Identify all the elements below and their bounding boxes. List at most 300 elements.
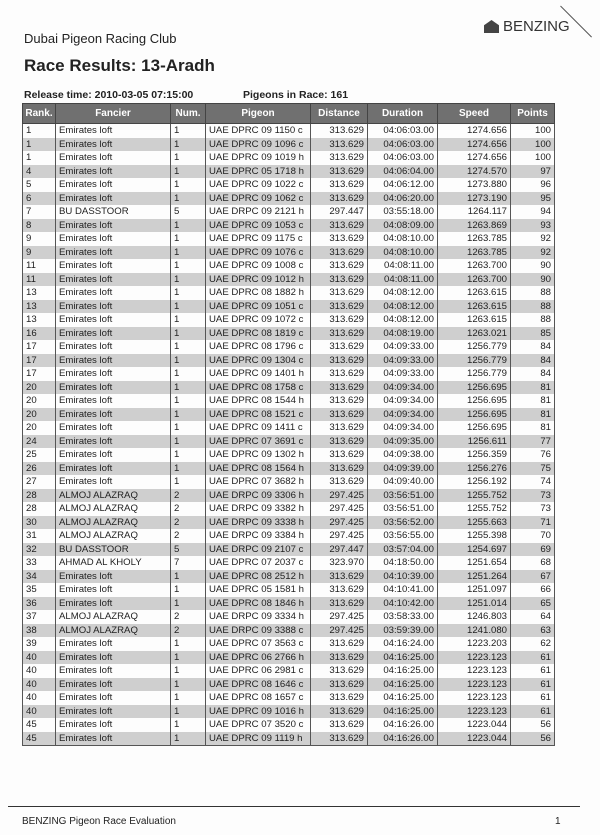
cell-rank: 38	[23, 624, 56, 638]
table-row	[23, 435, 555, 449]
cell-speed: 1263.785	[438, 232, 511, 246]
cell-points: 95	[511, 192, 555, 206]
cell-rank: 17	[23, 354, 56, 368]
cell-speed: 1256.779	[438, 367, 511, 381]
cell-pigeon: UAE DPRC 09 1072 c	[206, 313, 311, 327]
cell-speed: 1263.615	[438, 313, 511, 327]
cell-fancier: Emirates loft	[56, 448, 171, 462]
table-row	[23, 124, 555, 138]
table-row	[23, 165, 555, 179]
table-row	[23, 273, 555, 287]
column-header-num: Num.	[171, 104, 206, 124]
cell-num: 1	[171, 448, 206, 462]
cell-points: 61	[511, 678, 555, 692]
cell-points: 81	[511, 408, 555, 422]
cell-fancier: Emirates loft	[56, 597, 171, 611]
cell-pigeon: UAE DPRC 08 1882 h	[206, 286, 311, 300]
cell-pigeon: UAE DPRC 08 1846 h	[206, 597, 311, 611]
cell-fancier: Emirates loft	[56, 232, 171, 246]
cell-pigeon: UAE DPRC 08 1657 c	[206, 691, 311, 705]
table-row	[23, 327, 555, 341]
cell-points: 61	[511, 651, 555, 665]
table-row	[23, 691, 555, 705]
cell-rank: 31	[23, 529, 56, 543]
cell-rank: 9	[23, 246, 56, 260]
cell-fancier: ALMOJ ALAZRAQ	[56, 502, 171, 516]
cell-fancier: Emirates loft	[56, 367, 171, 381]
cell-distance: 313.629	[311, 178, 368, 192]
cell-distance: 313.629	[311, 313, 368, 327]
cell-duration: 04:08:11.00	[368, 273, 438, 287]
cell-points: 81	[511, 394, 555, 408]
footer-divider	[8, 806, 580, 807]
cell-points: 84	[511, 354, 555, 368]
cell-points: 73	[511, 489, 555, 503]
cell-duration: 03:57:04.00	[368, 543, 438, 557]
cell-num: 1	[171, 597, 206, 611]
cell-distance: 313.629	[311, 381, 368, 395]
table-row	[23, 246, 555, 260]
table-header	[23, 104, 555, 124]
cell-distance: 323.970	[311, 556, 368, 570]
cell-distance: 313.629	[311, 691, 368, 705]
cell-rank: 17	[23, 367, 56, 381]
cell-speed: 1274.656	[438, 151, 511, 165]
cell-duration: 04:08:12.00	[368, 300, 438, 314]
cell-points: 94	[511, 205, 555, 219]
cell-rank: 33	[23, 556, 56, 570]
cell-pigeon: UAE DPRC 06 2766 h	[206, 651, 311, 665]
cell-pigeon: UAE DPRC 08 1544 h	[206, 394, 311, 408]
cell-rank: 28	[23, 502, 56, 516]
cell-duration: 04:08:11.00	[368, 259, 438, 273]
cell-pigeon: UAE DRPC 09 2107 c	[206, 543, 311, 557]
cell-rank: 20	[23, 408, 56, 422]
cell-speed: 1223.123	[438, 651, 511, 665]
cell-num: 1	[171, 165, 206, 179]
column-header-speed: Speed	[438, 104, 511, 124]
table-row	[23, 367, 555, 381]
cell-fancier: Emirates loft	[56, 219, 171, 233]
table-row	[23, 637, 555, 651]
cell-speed: 1246.803	[438, 610, 511, 624]
cell-points: 97	[511, 165, 555, 179]
cell-speed: 1256.695	[438, 421, 511, 435]
cell-duration: 03:56:55.00	[368, 529, 438, 543]
cell-num: 2	[171, 489, 206, 503]
cell-distance: 313.629	[311, 273, 368, 287]
benzing-logo-icon	[484, 20, 499, 33]
cell-fancier: Emirates loft	[56, 286, 171, 300]
cell-duration: 04:08:10.00	[368, 246, 438, 260]
table-row	[23, 192, 555, 206]
cell-rank: 20	[23, 421, 56, 435]
cell-rank: 35	[23, 583, 56, 597]
cell-speed: 1223.123	[438, 664, 511, 678]
cell-rank: 30	[23, 516, 56, 530]
cell-num: 1	[171, 178, 206, 192]
cell-speed: 1273.880	[438, 178, 511, 192]
cell-speed: 1223.044	[438, 718, 511, 732]
cell-pigeon: UAE DPRC 07 3563 c	[206, 637, 311, 651]
cell-speed: 1223.123	[438, 678, 511, 692]
cell-pigeon: UAE DRPC 09 3338 h	[206, 516, 311, 530]
cell-duration: 04:16:25.00	[368, 705, 438, 719]
cell-points: 92	[511, 246, 555, 260]
cell-rank: 39	[23, 637, 56, 651]
release-time: Release time: 2010-03-05 07:15:00	[24, 89, 194, 101]
table-row	[23, 583, 555, 597]
cell-duration: 04:06:12.00	[368, 178, 438, 192]
cell-num: 1	[171, 259, 206, 273]
cell-speed: 1264.117	[438, 205, 511, 219]
table-row	[23, 624, 555, 638]
cell-rank: 32	[23, 543, 56, 557]
cell-duration: 04:08:12.00	[368, 286, 438, 300]
cell-distance: 297.425	[311, 624, 368, 638]
cell-fancier: Emirates loft	[56, 408, 171, 422]
cell-duration: 03:56:51.00	[368, 502, 438, 516]
cell-speed: 1251.654	[438, 556, 511, 570]
cell-num: 1	[171, 705, 206, 719]
cell-rank: 40	[23, 678, 56, 692]
cell-points: 71	[511, 516, 555, 530]
cell-distance: 313.629	[311, 678, 368, 692]
cell-pigeon: UAE DPRC 09 1051 c	[206, 300, 311, 314]
cell-rank: 36	[23, 597, 56, 611]
cell-distance: 313.629	[311, 583, 368, 597]
cell-distance: 297.447	[311, 543, 368, 557]
cell-duration: 04:09:34.00	[368, 381, 438, 395]
cell-fancier: BU DASSTOOR	[56, 205, 171, 219]
column-header-points: Points	[511, 104, 555, 124]
cell-speed: 1263.615	[438, 286, 511, 300]
cell-num: 1	[171, 367, 206, 381]
cell-pigeon: UAE DPRC 05 1718 h	[206, 165, 311, 179]
cell-num: 1	[171, 340, 206, 354]
cell-speed: 1255.398	[438, 529, 511, 543]
table-row	[23, 178, 555, 192]
cell-rank: 40	[23, 705, 56, 719]
cell-points: 73	[511, 502, 555, 516]
cell-speed: 1223.123	[438, 691, 511, 705]
cell-points: 74	[511, 475, 555, 489]
cell-duration: 04:09:40.00	[368, 475, 438, 489]
cell-speed: 1256.779	[438, 340, 511, 354]
table-row	[23, 151, 555, 165]
cell-rank: 13	[23, 286, 56, 300]
cell-pigeon: UAE DPRC 09 1062 c	[206, 192, 311, 206]
cell-num: 1	[171, 651, 206, 665]
cell-fancier: Emirates loft	[56, 732, 171, 746]
cell-speed: 1256.611	[438, 435, 511, 449]
cell-pigeon: UAE DRPC 09 3306 h	[206, 489, 311, 503]
cell-pigeon: UAE DPRC 08 1819 c	[206, 327, 311, 341]
cell-speed: 1223.044	[438, 732, 511, 746]
cell-points: 75	[511, 462, 555, 476]
cell-rank: 1	[23, 151, 56, 165]
cell-rank: 16	[23, 327, 56, 341]
cell-rank: 45	[23, 718, 56, 732]
cell-speed: 1251.014	[438, 597, 511, 611]
cell-pigeon: UAE DPRC 09 1016 h	[206, 705, 311, 719]
cell-num: 1	[171, 475, 206, 489]
cell-duration: 04:08:09.00	[368, 219, 438, 233]
cell-num: 1	[171, 664, 206, 678]
column-header-duration: Duration	[368, 104, 438, 124]
cell-distance: 313.629	[311, 705, 368, 719]
cell-distance: 313.629	[311, 408, 368, 422]
cell-num: 1	[171, 691, 206, 705]
column-header-rank: Rank.	[23, 104, 56, 124]
cell-num: 1	[171, 151, 206, 165]
cell-points: 93	[511, 219, 555, 233]
cell-rank: 17	[23, 340, 56, 354]
cell-speed: 1251.097	[438, 583, 511, 597]
cell-duration: 04:06:04.00	[368, 165, 438, 179]
cell-fancier: Emirates loft	[56, 300, 171, 314]
cell-speed: 1223.203	[438, 637, 511, 651]
cell-num: 1	[171, 637, 206, 651]
cell-distance: 313.629	[311, 475, 368, 489]
cell-rank: 45	[23, 732, 56, 746]
cell-points: 88	[511, 300, 555, 314]
table-row	[23, 259, 555, 273]
cell-duration: 04:16:24.00	[368, 637, 438, 651]
table-row	[23, 340, 555, 354]
table-row	[23, 138, 555, 152]
cell-points: 81	[511, 381, 555, 395]
cell-fancier: Emirates loft	[56, 637, 171, 651]
cell-duration: 04:16:25.00	[368, 651, 438, 665]
cell-speed: 1256.695	[438, 381, 511, 395]
results-table	[22, 103, 555, 746]
cell-distance: 313.629	[311, 367, 368, 381]
cell-duration: 04:10:39.00	[368, 570, 438, 584]
cell-fancier: BU DASSTOOR	[56, 543, 171, 557]
cell-pigeon: UAE DPRC 07 3520 c	[206, 718, 311, 732]
cell-duration: 04:09:33.00	[368, 354, 438, 368]
cell-fancier: ALMOJ ALAZRAQ	[56, 516, 171, 530]
cell-points: 70	[511, 529, 555, 543]
cell-duration: 04:16:26.00	[368, 732, 438, 746]
cell-rank: 40	[23, 691, 56, 705]
table-row	[23, 421, 555, 435]
cell-num: 7	[171, 556, 206, 570]
cell-points: 56	[511, 732, 555, 746]
cell-duration: 03:56:51.00	[368, 489, 438, 503]
cell-num: 2	[171, 502, 206, 516]
cell-pigeon: UAE DRPC 09 3388 c	[206, 624, 311, 638]
cell-rank: 7	[23, 205, 56, 219]
cell-distance: 313.629	[311, 138, 368, 152]
cell-distance: 313.629	[311, 151, 368, 165]
cell-pigeon: UAE DPRC 08 1521 c	[206, 408, 311, 422]
cell-fancier: ALMOJ ALAZRAQ	[56, 624, 171, 638]
cell-speed: 1255.752	[438, 489, 511, 503]
cell-distance: 313.629	[311, 597, 368, 611]
column-header-pigeon: Pigeon	[206, 104, 311, 124]
cell-points: 76	[511, 448, 555, 462]
cell-num: 2	[171, 624, 206, 638]
table-row	[23, 651, 555, 665]
cell-points: 77	[511, 435, 555, 449]
cell-rank: 11	[23, 259, 56, 273]
pigeons-in-race: Pigeons in Race: 161	[243, 89, 349, 101]
cell-rank: 24	[23, 435, 56, 449]
table-row	[23, 732, 555, 746]
cell-distance: 313.629	[311, 300, 368, 314]
cell-duration: 04:16:25.00	[368, 678, 438, 692]
cell-rank: 8	[23, 219, 56, 233]
cell-distance: 313.629	[311, 570, 368, 584]
cell-speed: 1274.656	[438, 124, 511, 138]
cell-fancier: ALMOJ ALAZRAQ	[56, 610, 171, 624]
cell-fancier: Emirates loft	[56, 124, 171, 138]
cell-points: 96	[511, 178, 555, 192]
cell-num: 2	[171, 610, 206, 624]
cell-distance: 313.629	[311, 327, 368, 341]
table-row	[23, 718, 555, 732]
cell-duration: 04:08:19.00	[368, 327, 438, 341]
cell-pigeon: UAE DPRC 07 2037 c	[206, 556, 311, 570]
cell-pigeon: UAE DPRC 08 1564 h	[206, 462, 311, 476]
cell-pigeon: UAE DPRC 07 3682 h	[206, 475, 311, 489]
cell-points: 62	[511, 637, 555, 651]
cell-speed: 1223.123	[438, 705, 511, 719]
cell-points: 66	[511, 583, 555, 597]
cell-duration: 04:09:38.00	[368, 448, 438, 462]
table-row	[23, 313, 555, 327]
cell-duration: 04:09:39.00	[368, 462, 438, 476]
cell-pigeon: UAE DPRC 09 1401 h	[206, 367, 311, 381]
cell-rank: 20	[23, 381, 56, 395]
cell-points: 100	[511, 124, 555, 138]
cell-num: 1	[171, 138, 206, 152]
cell-duration: 04:18:50.00	[368, 556, 438, 570]
cell-speed: 1255.752	[438, 502, 511, 516]
page-title: Race Results: 13-Aradh	[24, 56, 215, 75]
cell-num: 1	[171, 354, 206, 368]
cell-num: 2	[171, 516, 206, 530]
cell-distance: 313.629	[311, 664, 368, 678]
cell-pigeon: UAE DPRC 09 1019 h	[206, 151, 311, 165]
cell-points: 67	[511, 570, 555, 584]
cell-distance: 313.629	[311, 192, 368, 206]
cell-rank: 20	[23, 394, 56, 408]
cell-speed: 1256.695	[438, 394, 511, 408]
cell-num: 1	[171, 381, 206, 395]
cell-pigeon: UAE DRPC 09 3384 h	[206, 529, 311, 543]
cell-fancier: Emirates loft	[56, 151, 171, 165]
table-row	[23, 408, 555, 422]
column-header-fancier: Fancier	[56, 104, 171, 124]
cell-fancier: Emirates loft	[56, 165, 171, 179]
cell-fancier: Emirates loft	[56, 718, 171, 732]
cell-duration: 04:10:42.00	[368, 597, 438, 611]
cell-rank: 6	[23, 192, 56, 206]
table-row	[23, 516, 555, 530]
cell-fancier: AHMAD AL KHOLY	[56, 556, 171, 570]
cell-rank: 1	[23, 138, 56, 152]
table-row	[23, 205, 555, 219]
cell-duration: 04:08:10.00	[368, 232, 438, 246]
cell-speed: 1256.779	[438, 354, 511, 368]
cell-distance: 313.629	[311, 421, 368, 435]
cell-points: 63	[511, 624, 555, 638]
cell-speed: 1256.276	[438, 462, 511, 476]
cell-points: 68	[511, 556, 555, 570]
cell-fancier: Emirates loft	[56, 381, 171, 395]
table-row	[23, 678, 555, 692]
table-row	[23, 462, 555, 476]
cell-duration: 04:09:35.00	[368, 435, 438, 449]
cell-fancier: ALMOJ ALAZRAQ	[56, 489, 171, 503]
cell-speed: 1263.021	[438, 327, 511, 341]
cell-num: 2	[171, 529, 206, 543]
cell-num: 5	[171, 543, 206, 557]
cell-distance: 313.629	[311, 394, 368, 408]
cell-fancier: Emirates loft	[56, 138, 171, 152]
table-row	[23, 502, 555, 516]
cell-speed: 1274.656	[438, 138, 511, 152]
cell-pigeon: UAE DPRC 08 1646 c	[206, 678, 311, 692]
table-row	[23, 394, 555, 408]
cell-speed: 1263.700	[438, 259, 511, 273]
cell-rank: 25	[23, 448, 56, 462]
cell-duration: 03:58:33.00	[368, 610, 438, 624]
cell-fancier: Emirates loft	[56, 421, 171, 435]
cell-pigeon: UAE DPRC 09 1150 c	[206, 124, 311, 138]
cell-fancier: Emirates loft	[56, 340, 171, 354]
cell-points: 56	[511, 718, 555, 732]
table-row	[23, 286, 555, 300]
cell-num: 1	[171, 421, 206, 435]
cell-num: 1	[171, 313, 206, 327]
cell-rank: 26	[23, 462, 56, 476]
cell-duration: 04:16:26.00	[368, 718, 438, 732]
cell-speed: 1256.192	[438, 475, 511, 489]
cell-fancier: Emirates loft	[56, 705, 171, 719]
cell-num: 1	[171, 219, 206, 233]
cell-fancier: Emirates loft	[56, 259, 171, 273]
cell-pigeon: UAE DPRC 09 1053 c	[206, 219, 311, 233]
cell-distance: 297.425	[311, 610, 368, 624]
cell-duration: 04:09:34.00	[368, 394, 438, 408]
cell-distance: 313.629	[311, 462, 368, 476]
cell-fancier: Emirates loft	[56, 273, 171, 287]
cell-rank: 5	[23, 178, 56, 192]
cell-rank: 40	[23, 651, 56, 665]
table-row	[23, 489, 555, 503]
table-row	[23, 570, 555, 584]
cell-speed: 1274.570	[438, 165, 511, 179]
cell-distance: 313.629	[311, 259, 368, 273]
cell-speed: 1241.080	[438, 624, 511, 638]
cell-rank: 4	[23, 165, 56, 179]
cell-distance: 313.629	[311, 124, 368, 138]
cell-distance: 313.629	[311, 435, 368, 449]
cell-num: 1	[171, 300, 206, 314]
cell-rank: 9	[23, 232, 56, 246]
cell-points: 61	[511, 691, 555, 705]
cell-duration: 04:09:34.00	[368, 408, 438, 422]
cell-num: 1	[171, 435, 206, 449]
cell-points: 100	[511, 151, 555, 165]
cell-pigeon: UAE DPRC 09 1175 c	[206, 232, 311, 246]
cell-points: 81	[511, 421, 555, 435]
cell-points: 84	[511, 340, 555, 354]
